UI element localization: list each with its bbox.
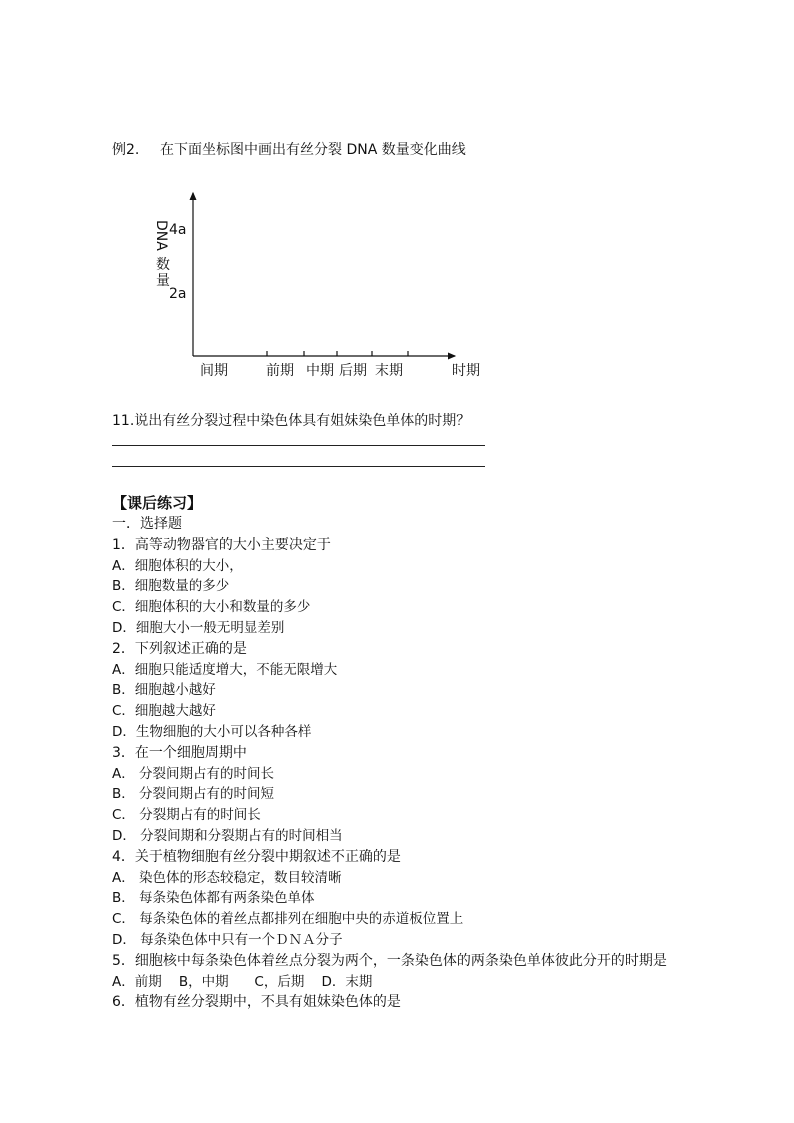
example-number: 例2. bbox=[112, 142, 140, 158]
answer-line[interactable] bbox=[112, 445, 485, 446]
exercise-list bbox=[112, 514, 667, 1013]
y-axis-label-dna: DNA bbox=[153, 220, 169, 251]
x-label-prophase: 前期 bbox=[266, 363, 294, 379]
x-label-metaphase: 中期 bbox=[306, 363, 334, 379]
option-3a: A． 分裂间期占有的时间长 bbox=[112, 765, 275, 782]
question-1: 1．高等动物器官的大小主要决定于 bbox=[112, 536, 331, 553]
section-title: 【课后练习】 bbox=[112, 494, 203, 512]
x-axis-title: 时期 bbox=[452, 363, 480, 379]
question-5: 5．细胞核中每条染色体着丝点分裂为两个，一条染色体的两条染色单体彼此分开的时期是 bbox=[112, 952, 667, 969]
x-label-interphase: 间期 bbox=[200, 363, 228, 379]
option-1b: B．细胞数量的多少 bbox=[112, 578, 230, 595]
option-4d: D． 每条染色体中只有一个ＤＮＡ分子 bbox=[112, 931, 343, 948]
options-5: A．前期 B，中期 C，后期 D．末期 bbox=[112, 973, 373, 990]
question-3: 3．在一个细胞周期中 bbox=[112, 744, 247, 761]
option-3b: B． 分裂间期占有的时间短 bbox=[112, 786, 275, 803]
y-tick-4a: 4a bbox=[169, 222, 187, 238]
section-heading: 一．选择题 bbox=[112, 516, 182, 532]
option-3d: D． 分裂间期和分裂期占有的时间相当 bbox=[112, 827, 343, 844]
y-tick-2a: 2a bbox=[169, 286, 187, 302]
option-3c: C． 分裂期占有的时间长 bbox=[112, 807, 261, 824]
example-2 bbox=[112, 139, 466, 159]
answer-line[interactable] bbox=[112, 466, 485, 467]
question-4: 4．关于植物细胞有丝分裂中期叙述不正确的是 bbox=[112, 848, 401, 865]
option-1c: C．细胞体积的大小和数量的多少 bbox=[112, 599, 311, 616]
y-axis-label-shu: 数 bbox=[156, 257, 170, 273]
option-2c: C．细胞越大越好 bbox=[112, 703, 216, 720]
option-1a: A．细胞体积的大小， bbox=[112, 557, 243, 574]
example-text: 在下面坐标图中画出有丝分裂 DNA 数量变化曲线 bbox=[160, 142, 466, 158]
x-label-anaphase: 后期 bbox=[339, 363, 367, 379]
option-4a: A． 染色体的形态较稳定，数目较清晰 bbox=[112, 869, 342, 886]
option-2a: A．细胞只能适度增大，不能无限增大 bbox=[112, 661, 338, 678]
option-1d: D．细胞大小一般无明显差别 bbox=[112, 619, 285, 636]
y-axis-label-liang: 量 bbox=[156, 273, 170, 289]
question-6: 6．植物有丝分裂期中，不具有姐妹染色体的是 bbox=[112, 994, 401, 1011]
option-4b: B． 每条染色体都有两条染色单体 bbox=[112, 890, 315, 907]
option-2b: B．细胞越小越好 bbox=[112, 682, 216, 699]
option-2d: D．生物细胞的大小可以各种各样 bbox=[112, 723, 312, 740]
x-label-telophase: 末期 bbox=[375, 363, 403, 379]
question-2: 2．下列叙述正确的是 bbox=[112, 640, 247, 657]
option-4c: C． 每条染色体的着丝点都排列在细胞中央的赤道板位置上 bbox=[112, 911, 464, 928]
question-11: 11.说出有丝分裂过程中染色体具有姐妹染色单体的时期？ bbox=[112, 413, 471, 429]
dna-coordinate-graph bbox=[150, 185, 490, 385]
